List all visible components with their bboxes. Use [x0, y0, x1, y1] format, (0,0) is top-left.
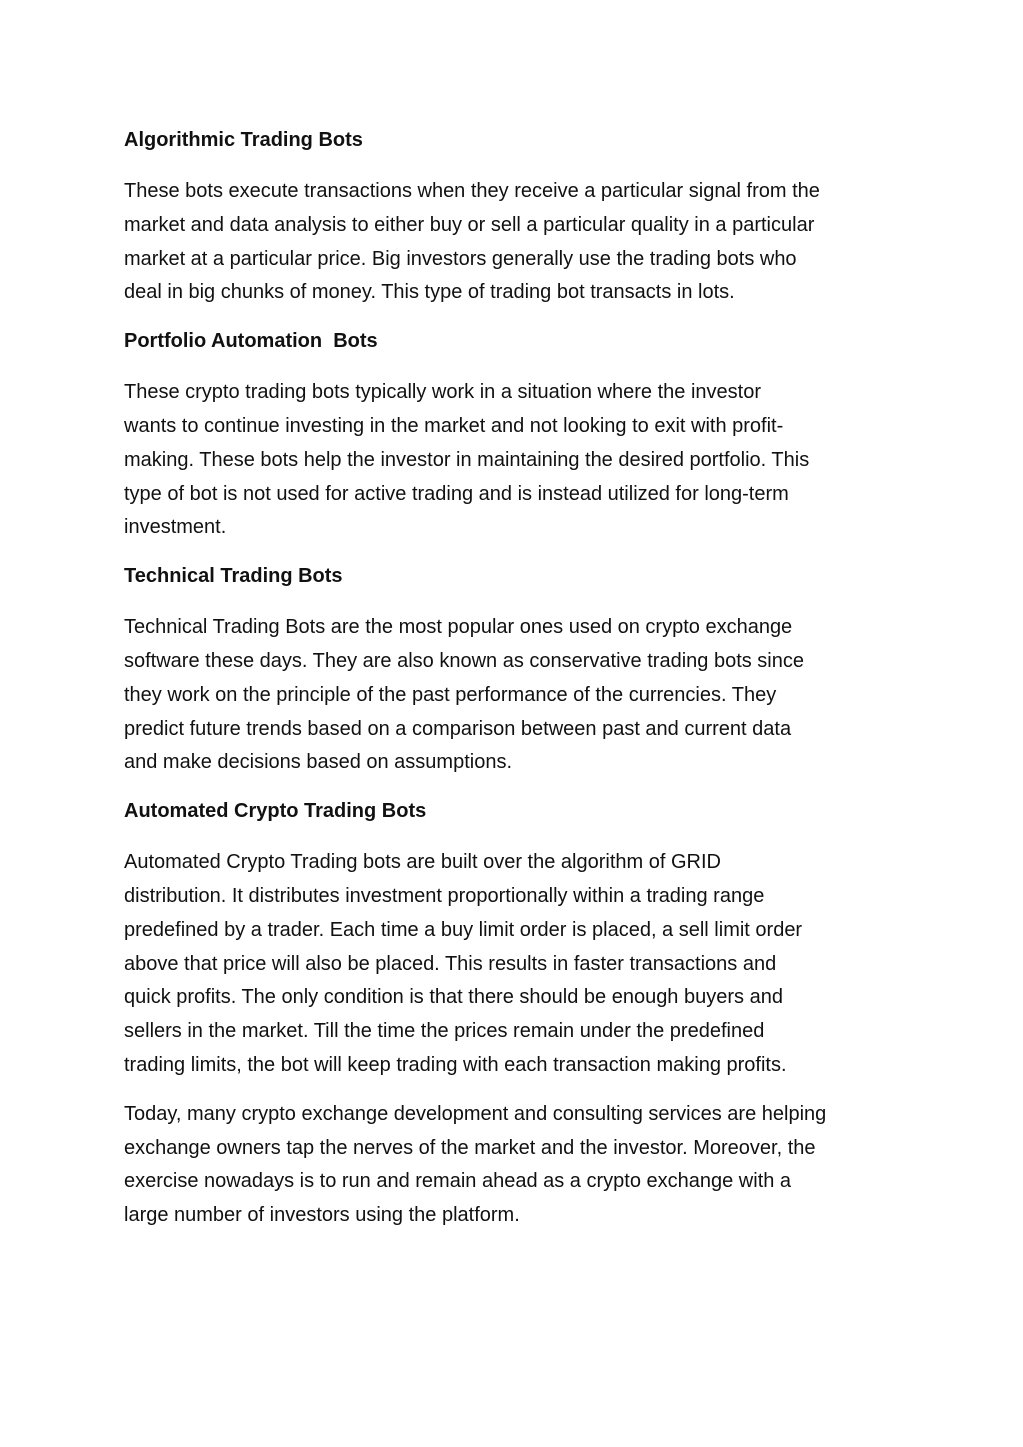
paragraph-line: type of bot is not used for active trading and is instead utilized for long-term	[124, 482, 789, 505]
paragraph-line: distribution. It distributes investment proportionally within a trading range	[124, 884, 765, 907]
paragraph-line: Technical Trading Bots are the most popular ones used on crypto exchange	[124, 616, 793, 639]
paragraph-line: predict future trends based on a comparison between past and current data	[124, 717, 792, 740]
section-heading-automated-crypto-trading-bots: Automated Crypto Trading Bots	[124, 800, 427, 823]
paragraph-line: deal in big chunks of money. This type of trading bot transacts in lots.	[124, 281, 735, 304]
paragraph-line: trading limits, the bot will keep trading with each transaction making profits.	[124, 1053, 787, 1076]
section-paragraph-portfolio-automation-bots	[124, 376, 909, 545]
paragraph-line: they work on the principle of the past performance of the currencies. They	[124, 683, 777, 706]
paragraph-line: quick profits. The only condition is that there should be enough buyers and	[124, 986, 783, 1009]
section-heading-technical-trading-bots: Technical Trading Bots	[124, 565, 343, 588]
section-heading-portfolio-automation-bots: Portfolio Automation Bots	[124, 330, 378, 353]
paragraph-line: investment.	[124, 516, 227, 539]
section-heading-algorithmic-trading-bots: Algorithmic Trading Bots	[124, 129, 363, 151]
paragraph-line: These bots execute transactions when they receive a particular signal from the	[124, 180, 820, 202]
paragraph-line: market at a particular price. Big investors generally use the trading bots who	[124, 247, 797, 270]
paragraph-line: Today, many crypto exchange development and consulting services are helping	[124, 1102, 827, 1125]
paragraph-line: Automated Crypto Trading bots are built over the algorithm of GRID	[124, 851, 721, 874]
paragraph-line: above that price will also be placed. This results in faster transactions and	[124, 952, 777, 975]
section-paragraph-algorithmic-trading-bots	[124, 175, 909, 310]
paragraph-line: These crypto trading bots typically work in a situation where the investor	[124, 381, 761, 404]
paragraph-line: sellers in the market. Till the time the prices remain under the predefined	[124, 1020, 765, 1043]
paragraph-line: predefined by a trader. Each time a buy limit order is placed, a sell limit order	[124, 918, 803, 941]
paragraph-line: making. These bots help the investor in maintaining the desired portfolio. This	[124, 448, 810, 471]
closing-paragraph	[124, 1098, 909, 1233]
section-paragraph-technical-trading-bots	[124, 611, 909, 780]
document-body	[124, 124, 909, 1248]
paragraph-line: market and data analysis to either buy or sell a particular quality in a particular	[124, 213, 815, 236]
paragraph-line: software these days. They are also known as conservative trading bots since	[124, 649, 804, 672]
paragraph-line: large number of investors using the platform.	[124, 1204, 520, 1227]
paragraph-line: and make decisions based on assumptions.	[124, 751, 513, 774]
paragraph-line: wants to continue investing in the market and not looking to exit with profit-	[124, 414, 784, 437]
paragraph-line: exercise nowadays is to run and remain ahead as a crypto exchange with a	[124, 1170, 792, 1193]
paragraph-line: exchange owners tap the nerves of the market and the investor. Moreover, the	[124, 1136, 816, 1159]
section-paragraph-automated-crypto-trading-bots	[124, 846, 909, 1083]
